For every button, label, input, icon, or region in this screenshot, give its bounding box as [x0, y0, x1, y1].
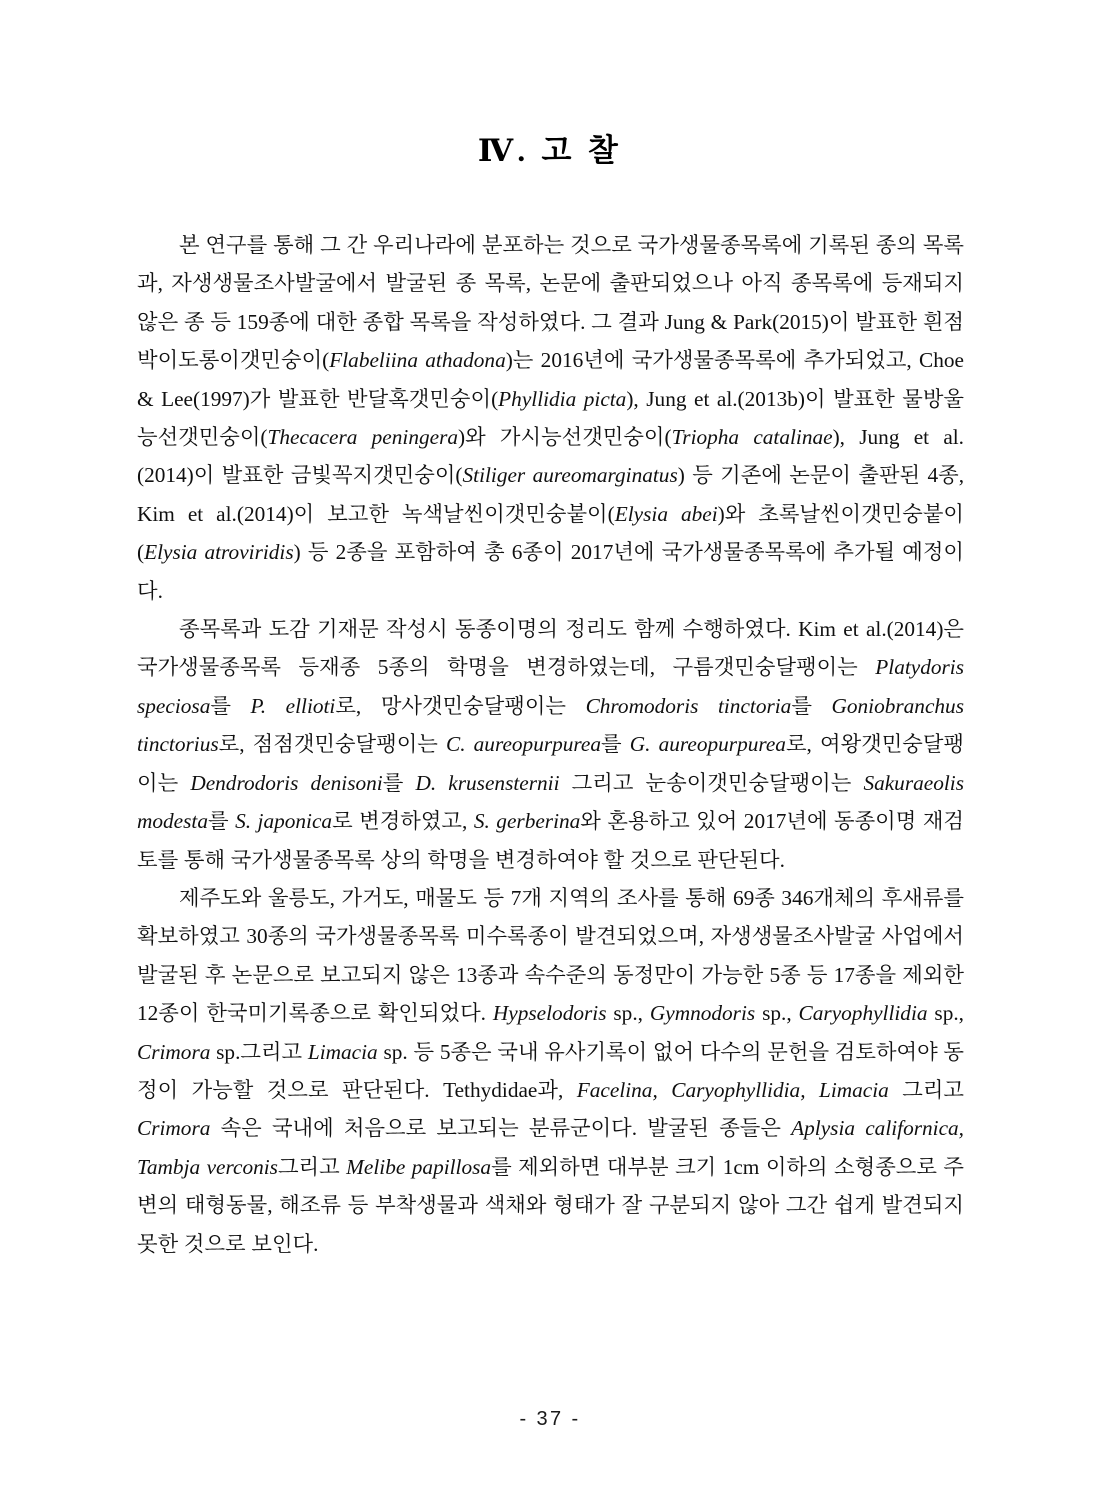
- paragraph-2: 종목록과 도감 기재문 작성시 동종이명의 정리도 함께 수행하였다. Kim et al.(2014)은 국가생물종목록 등재종 5종의 학명을 변경하였는데, 구름갯민숭달팽이는 Platydoris speciosa를 P. ellioti로, 망사갯민숭달팽이는 Chromodoris tinctoria를 Goniobranchus tinctorius로, 점점갯민숭달팽이는 C. aureopurpurea를 G. aureopurpurea로, 여왕갯민숭달팽이는 Dendrodoris denisoni를 D. krusensternii 그리고 눈송이갯민숭달팽이는 Sakuraeolis modesta를 S. japonica로 변경하였고, S. gerberina와 혼용하고 있어 2017년에 동종이명 재검토를 통해 국가생물종목록 상의 학명을 변경하여야 할 것으로 판단된다.: [137, 617, 965, 872]
- page-number: - 37 -: [519, 1408, 581, 1430]
- paragraph-3: 제주도와 울릉도, 가거도, 매물도 등 7개 지역의 조사를 통해 69종 346개체의 후새류를 확보하였고 30종의 국가생물종목록 미수록종이 발견되었으며, 자생생물조사발굴 사업에서 발굴된 후 논문으로 보고되지 않은 13종과 속수준의 동정만이 가능한 5종 등 17종을 제외한 12종이 한국미기록종으로 확인되었다. Hypselodoris sp., Gymnodoris sp., Caryophyllidia sp., Crimora sp.그리고 Limacia sp. 등 5종은 국내 유사기록이 없어 다수의 문헌을 검토하여야 동정이 가능할 것으로 판단된다. Tethydidae과, Facelina, Caryophyllidia, Limacia 그리고 Crimora 속은 국내에 처음으로 보고되는 분류군이다. 발굴된 종들은 Aplysia californica, Tambja verconis그리고 Melibe papillosa를 제외하면 대부분 크기 1cm 이하의 소형종으로 주변의 태형동물, 해조류 등 부착생물과 색채와 형태가 잘 구분되지 않아 그간 쉽게 발견되지 못한 것으로 보인다.: [137, 885, 964, 1256]
- paragraph-1: 본 연구를 통해 그 간 우리나라에 분포하는 것으로 국가생물종목록에 기록된 종의 목록과, 자생생물조사발굴에서 발굴된 종 목록, 논문에 출판되었으나 아직 종목록에 등재되지 않은 종 등 159종에 대한 종합 목록을 작성하였다. 그 결과 Jung & Park(2015)이 발표한 흰점박이도롱이갯민숭이(Flabeliina athadona)는 2016년에 국가생물종목록에 추가되었고, Choe & Lee(1997)가 발표한 반달혹갯민숭이(Phyllidia picta), Jung et al.(2013b)이 발표한 물방울능선갯민숭이(Thecacera peningera)와 가시능선갯민숭이(Triopha catalinae), Jung et al.(2014)이 발표한 금빛꼭지갯민숭이(Stiliger aureomarginatus) 등 기존에 논문이 출판된 4종, Kim et al.(2014)이 보고한 녹색날씬이갯민숭붙이(Elysia abei)와 초록날씬이갯민숭붙이(Elysia atroviridis) 등 2종을 포함하여 총 6종이 2017년에 국가생물종목록에 추가될 예정이다.: [137, 233, 965, 603]
- document-body: [137, 226, 964, 1263]
- page-title: Ⅳ. 고 찰: [477, 132, 623, 168]
